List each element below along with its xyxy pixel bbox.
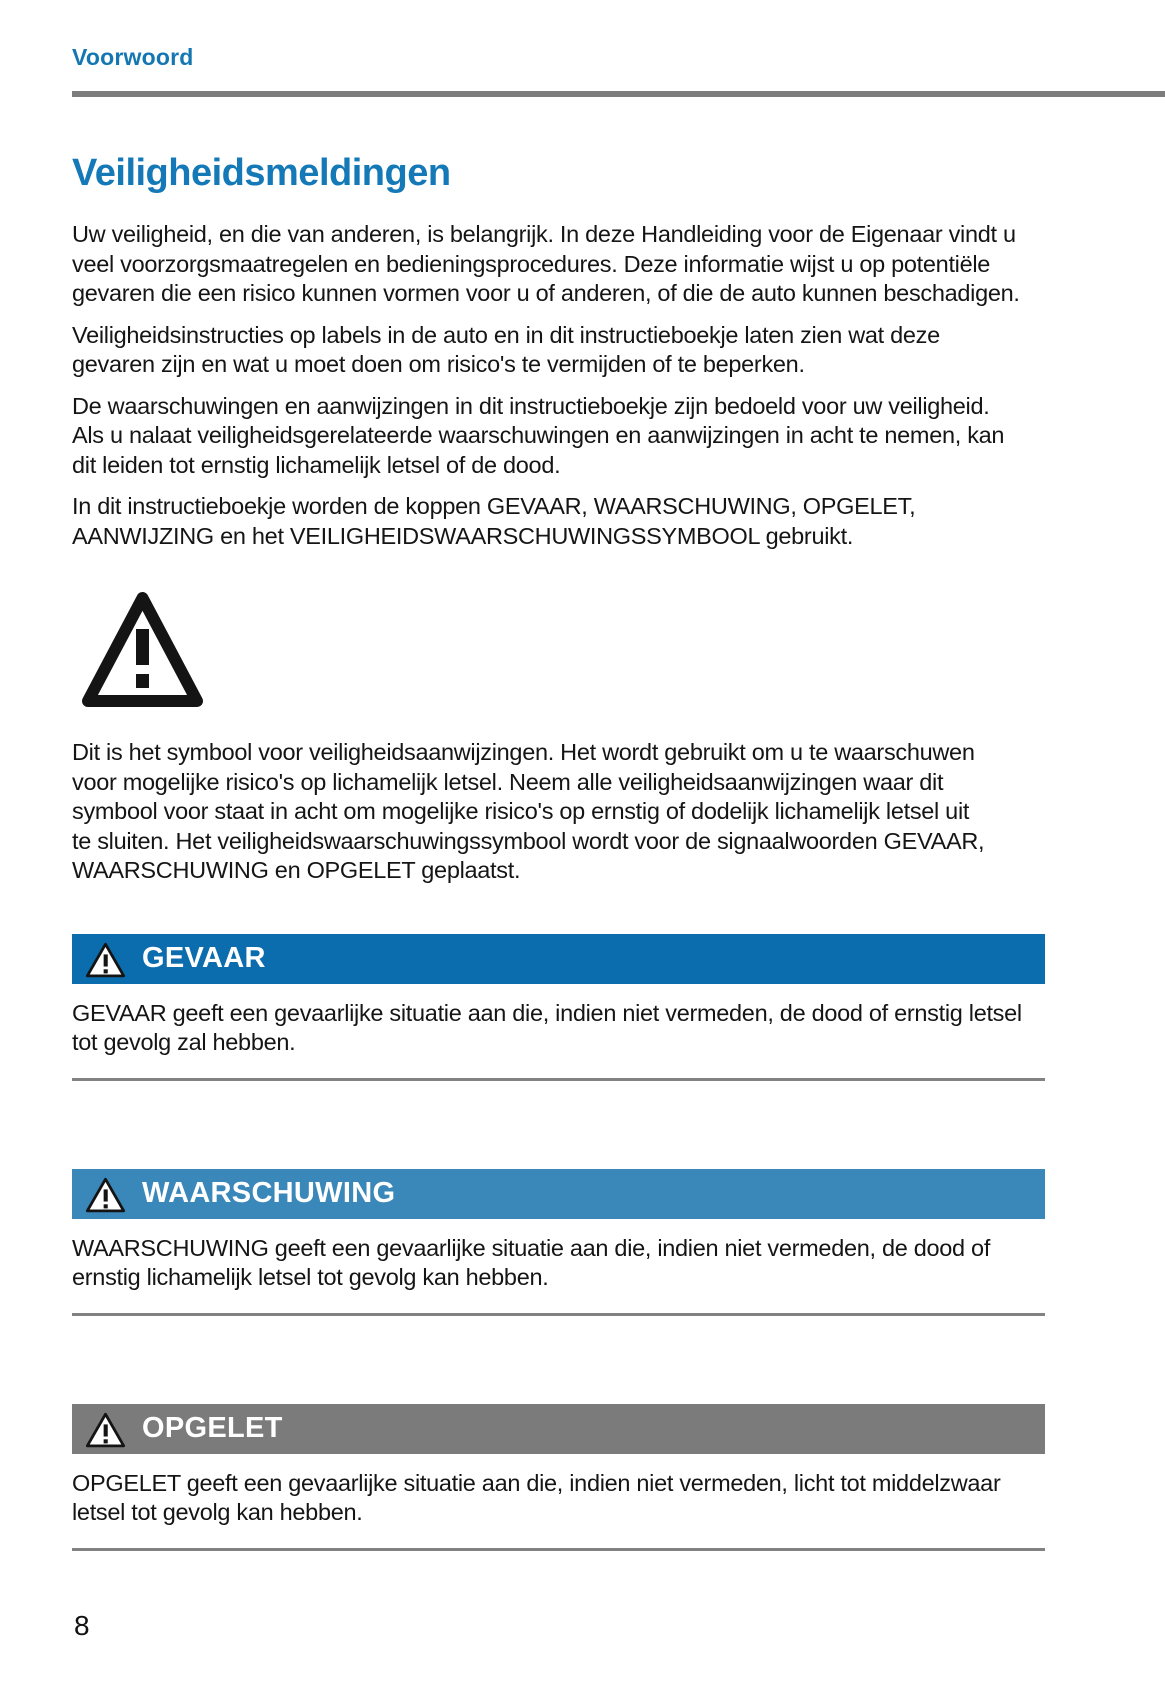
callout-opgelet (72, 1404, 1165, 1551)
warning-triangle-icon (85, 1411, 126, 1449)
section-divider (72, 1078, 1045, 1081)
breadcrumb: Voorwoord (72, 44, 194, 70)
page-title: Veiligheidsmeldingen (72, 152, 451, 194)
callout-label: GEVAAR (142, 942, 266, 975)
callout-text: OPGELET geeft een gevaarlijke situatie aan die, indien niet vermeden, licht tot middelzwaar letsel tot gevolg kan hebben. (72, 1469, 1001, 1526)
section-divider (72, 1313, 1045, 1316)
intro-paragraph: Veiligheidsinstructies op labels in de auto en in dit instructieboekje laten zien wat deze gevaren zijn en wat u moet doen om risico's te vermijden of te beperken. (72, 321, 940, 378)
manual-page (0, 44, 1165, 1551)
callout-banner-opgelet (72, 1404, 1045, 1454)
callout-banner-waarschuwing (72, 1169, 1045, 1219)
header-divider (72, 91, 1165, 97)
callout-label: OPGELET (142, 1412, 283, 1445)
callout-label: WAARSCHUWING (142, 1177, 396, 1210)
intro-paragraph: De waarschuwingen en aanwijzingen in dit instructieboekje zijn bedoeld voor uw veiligheid. Als u nalaat veiligheidsgerelateerde waarschuwingen en aanwijzingen in acht te nemen, kan dit leiden tot ernstig lichamelijk letsel of de dood. (72, 392, 1005, 478)
page-number: 8 (74, 1610, 90, 1641)
section-divider (72, 1548, 1045, 1551)
callout-text: WAARSCHUWING geeft een gevaarlijke situatie aan die, indien niet vermeden, de dood of ernstig lichamelijk letsel tot gevolg kan hebben. (72, 1234, 991, 1291)
warning-triangle-icon (78, 589, 207, 709)
callout-text: GEVAAR geeft een gevaarlijke situatie aan die, indien niet vermeden, de dood of ernstig letsel tot gevolg zal hebben. (72, 999, 1022, 1056)
callout-waarschuwing (72, 1169, 1165, 1316)
callout-gevaar (72, 934, 1165, 1081)
symbol-note-paragraph: Dit is het symbool voor veiligheidsaanwijzingen. Het wordt gebruikt om u te waarschuwen voor mogelijke risico's op lichamelijk letsel. Neem alle veiligheidsaanwijzingen waar dit symbool voor staat in acht om mogelijke risico's op ernstig of dodelijk lichamelijk letsel uit te sluiten. Het veiligheidswaarschuwingssymbool wordt voor de signaalwoorden GEVAAR, WAARSCHUWING en OPGELET geplaatst. (72, 739, 985, 884)
callout-banner-gevaar (72, 934, 1045, 984)
intro-paragraph: In dit instructieboekje worden de koppen GEVAAR, WAARSCHUWING, OPGELET, AANWIJZING en het VEILIGHEIDSWAARSCHUWINGSSYMBOOL gebruikt. (72, 493, 916, 549)
warning-triangle-icon (85, 941, 126, 979)
warning-triangle-icon (85, 1176, 126, 1214)
intro-paragraph: Uw veiligheid, en die van anderen, is belangrijk. In deze Handleiding voor de Eigenaar vindt u veel voorzorgsmaatregelen en bedieningsprocedures. Deze informatie wijst u op potentiële gevaren die een risico kunnen vormen voor u of anderen, of die de auto kunnen beschadigen. (72, 221, 1020, 307)
